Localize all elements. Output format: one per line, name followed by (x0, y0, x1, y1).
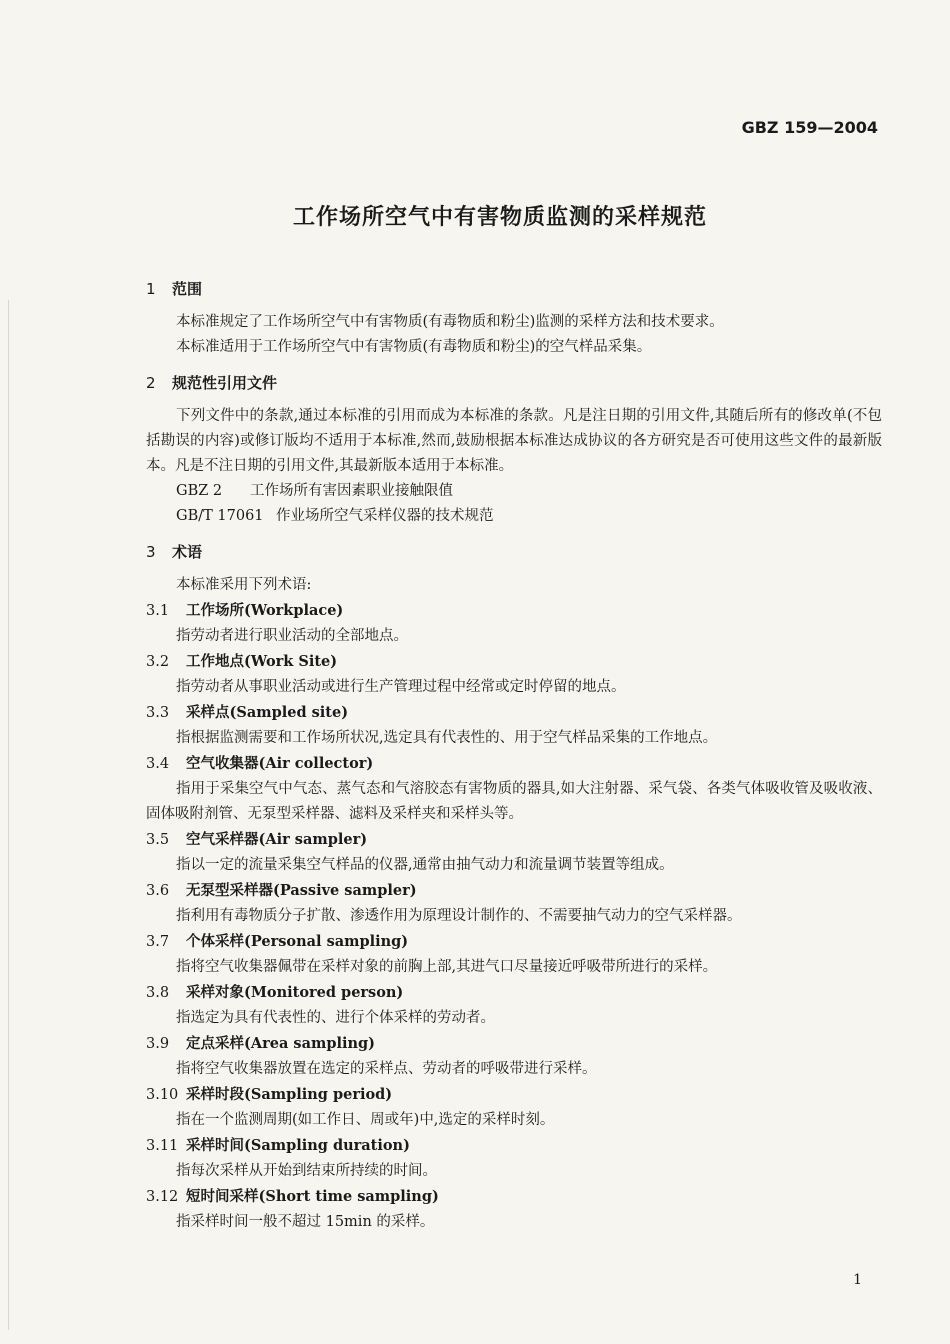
term-definition: 指劳动者进行职业活动的全部地点。 (176, 628, 408, 644)
term-entry (146, 700, 882, 751)
references-paragraph: 下列文件中的条款,通过本标准的引用而成为本标准的条款。凡是注日期的引用文件,其随后所有的修改单(不包括勘误的内容)或修订版均不适用于本标准,然而,鼓励根据本标准达成协议的各方研究是否可使用这些文件的最新版本。凡是不注日期的引用文件,其最新版本适用于本标准。 (146, 408, 882, 474)
term-name: 采样时间(Sampling duration) (186, 1137, 410, 1154)
term-entry (146, 980, 882, 1031)
term-definition: 指采样时间一般不超过 15min 的采样。 (176, 1214, 435, 1230)
scope-paragraph: 本标准规定了工作场所空气中有害物质(有毒物质和粉尘)监测的采样方法和技术要求。 (176, 314, 724, 330)
term-heading (146, 1031, 882, 1057)
term-name: 采样对象(Monitored person) (186, 984, 404, 1001)
term-heading (146, 751, 882, 777)
term-definition: 指在一个监测周期(如工作日、周或年)中,选定的采样时刻。 (176, 1112, 555, 1128)
term-definition: 指用于采集空气中气态、蒸气态和气溶胶态有害物质的器具,如大注射器、采气袋、各类气体吸收管及吸收液、固体吸附剂管、无泵型采样器、滤料及采样夹和采样头等。 (146, 781, 882, 822)
section-heading-references (146, 368, 882, 398)
term-name: 工作场所(Workplace) (186, 602, 344, 619)
term-entry (146, 1031, 882, 1082)
term-definition: 指选定为具有代表性的、进行个体采样的劳动者。 (176, 1010, 495, 1026)
term-entry (146, 878, 882, 929)
section-heading-terms (146, 537, 882, 567)
term-definition: 指将空气收集器放置在选定的采样点、劳动者的呼吸带进行采样。 (176, 1061, 597, 1077)
term-definition: 指劳动者从事职业活动或进行生产管理过程中经常或定时停留的地点。 (176, 679, 626, 695)
term-heading (146, 827, 882, 853)
term-entry (146, 751, 882, 827)
term-heading (146, 878, 882, 904)
term-number: 3.11 (146, 1138, 179, 1154)
reference-title: 作业场所空气采样仪器的技术规范 (276, 508, 494, 524)
reference-code: GB/T 17061 (176, 508, 264, 524)
term-entry (146, 827, 882, 878)
term-number: 3.7 (146, 934, 170, 950)
term-name: 无泵型采样器(Passive sampler) (186, 882, 417, 899)
section-title: 术语 (172, 543, 203, 561)
term-name: 个体采样(Personal sampling) (186, 933, 409, 950)
term-heading (146, 1184, 882, 1210)
term-definition: 指每次采样从开始到结束所持续的时间。 (176, 1163, 437, 1179)
term-definition: 指根据监测需要和工作场所状况,选定具有代表性的、用于空气样品采集的工作地点。 (176, 730, 718, 746)
section-number: 3 (146, 543, 156, 561)
reference-item (146, 479, 882, 504)
term-name: 采样时段(Sampling period) (186, 1086, 393, 1103)
term-entry (146, 1082, 882, 1133)
section-number: 1 (146, 280, 156, 298)
term-definition: 指以一定的流量采集空气样品的仪器,通常由抽气动力和流量调节装置等组成。 (176, 857, 674, 873)
term-name: 短时间采样(Short time sampling) (186, 1188, 439, 1205)
reference-title: 工作场所有害因素职业接触限值 (250, 483, 453, 499)
document-title: 工作场所空气中有害物质监测的采样规范 (292, 205, 707, 230)
term-number: 3.10 (146, 1087, 179, 1103)
term-number: 3.12 (146, 1189, 179, 1205)
term-number: 3.3 (146, 705, 170, 721)
term-number: 3.1 (146, 603, 170, 619)
scan-edge-line (8, 300, 9, 1330)
standard-number: GBZ 159—2004 (741, 118, 878, 137)
scope-paragraph: 本标准适用于工作场所空气中有害物质(有毒物质和粉尘)的空气样品采集。 (176, 339, 652, 355)
term-number: 3.8 (146, 985, 170, 1001)
term-number: 3.5 (146, 832, 170, 848)
term-heading (146, 1082, 882, 1108)
section-title: 规范性引用文件 (172, 374, 278, 392)
section-heading-scope (146, 274, 882, 304)
term-entry (146, 1133, 882, 1184)
term-name: 工作地点(Work Site) (186, 653, 338, 670)
term-definition: 指将空气收集器佩带在采样对象的前胸上部,其进气口尽量接近呼吸带所进行的采样。 (176, 959, 718, 975)
term-heading (146, 1133, 882, 1159)
term-entry (146, 929, 882, 980)
term-number: 3.4 (146, 756, 170, 772)
term-number: 3.6 (146, 883, 170, 899)
term-heading (146, 700, 882, 726)
term-entry (146, 1184, 882, 1235)
term-name: 空气收集器(Air collector) (186, 755, 374, 772)
terms-intro: 本标准采用下列术语: (176, 577, 312, 593)
section-number: 2 (146, 374, 156, 392)
term-heading (146, 980, 882, 1006)
reference-code: GBZ 2 (176, 483, 223, 499)
term-name: 定点采样(Area sampling) (186, 1035, 376, 1052)
section-title: 范围 (172, 280, 203, 298)
term-heading (146, 649, 882, 675)
page-number: 1 (853, 1272, 862, 1288)
term-number: 3.2 (146, 654, 170, 670)
term-entry (146, 598, 882, 649)
term-heading (146, 598, 882, 624)
term-name: 采样点(Sampled site) (186, 704, 349, 721)
term-heading (146, 929, 882, 955)
term-entry (146, 649, 882, 700)
term-definition: 指利用有毒物质分子扩散、渗透作用为原理设计制作的、不需要抽气动力的空气采样器。 (176, 908, 742, 924)
reference-item (146, 504, 882, 529)
term-number: 3.9 (146, 1036, 170, 1052)
term-name: 空气采样器(Air sampler) (186, 831, 368, 848)
document-body (146, 274, 882, 1235)
